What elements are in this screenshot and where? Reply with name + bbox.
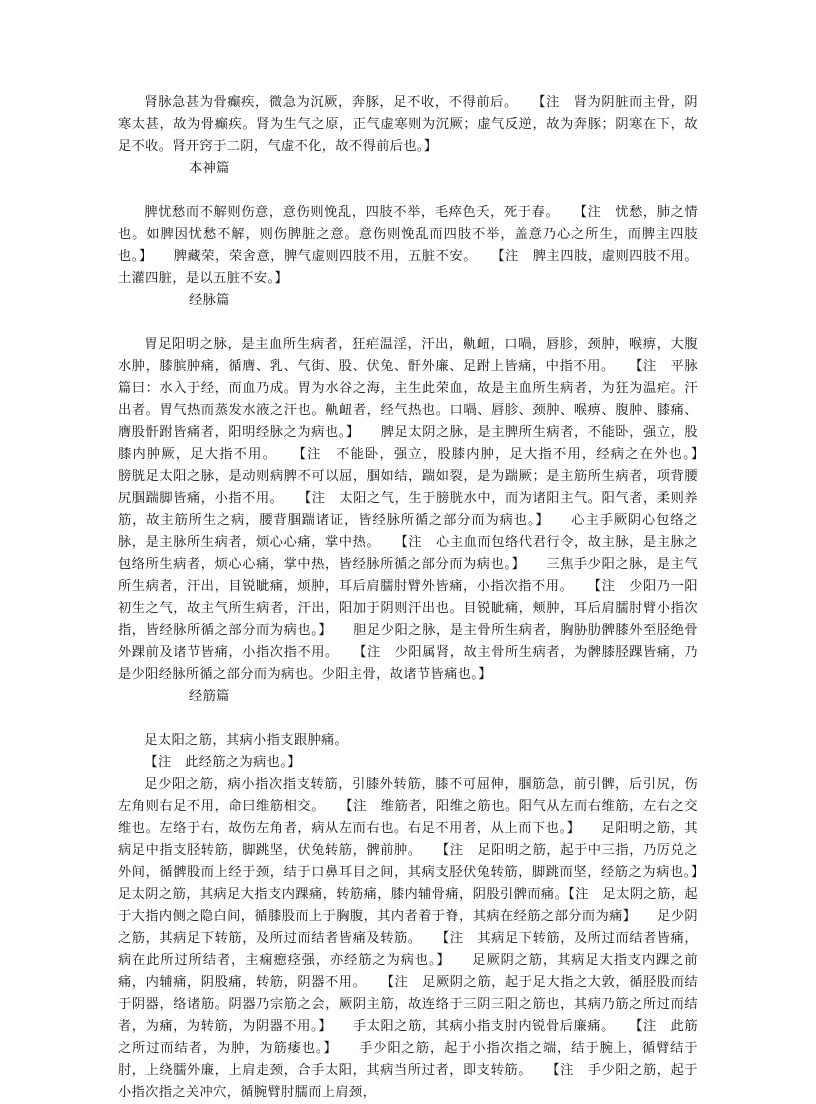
paragraph-spleen-worry: 脾忧愁而不解则伤意，意伤则悗乱，四肢不举，毛瘁色夭，死于春。 【注 忧愁，肺之情也。如脾因忧愁不解，则伤脾脏之意。意伤则悗乱而四肢不举，盖意乃心之所生，而脾主四肢也。】 脾藏荣，荣舍意，脾气虚则四肢不用，五脏不安。 【注 脾主四肢，虚则四肢不用。土灌四脏，是以五脏不安。】 [118,205,698,286]
section-heading-jingmai: 经脉篇 [189,293,230,308]
document-page [118,92,726,1104]
section-heading-benshen: 本神篇 [189,161,230,176]
paragraph-sinew-note: 【注 此经筋之为病也。】 [144,755,301,770]
spacer [118,180,698,202]
paragraph-kidney-pulse: 肾脉急甚为骨癫疾，微急为沉厥，奔豚，足不收，不得前后。 【注 肾为阴脏而主骨，阴寒太甚，故为骨癫疾。肾为生气之原，正气虚寒则为沉厥；虚气反逆，故为奔豚；阴寒在下，故足不收。肾开窍于二阴，气虚不化，故不得前后也。】 [118,95,698,154]
spacer [118,312,698,334]
spacer [118,708,698,730]
section-heading-jingjin: 经筋篇 [189,689,230,704]
paragraph-sinew-diseases: 足少阳之筋，病小指次指支转筋，引膝外转筋，膝不可屈伸，腘筋急，前引髀，后引尻，伤左角则右足不用，命曰维筋相交。 【注 维筋者，阳维之筋也。阳气从左而右维筋，左右之交维也。左络于右，故伤左角者，病从左而右也。右足不用者，从上而下也。】 足阳明之筋，其病足中指支胫转筋，脚跳坚，伏兔转筋，髀前肿。 【注 足阳明之筋，起于中三指，乃厉兑之外间，循髀股而上经于颈，结于口鼻耳目之间，其病支胫伏兔转筋，脚跳而坚，经筋之为病也。】 足太阴之筋，其病足大指支内踝痛，转筋痛，膝内辅骨痛，阴股引髀而痛。【注 足太阴之筋，起于大指内侧之隐白间，循膝股而上于胸腹，其内者着于脊，其病在经筋之部分而为痛】 足少阴之筋，其病足下转筋，及所过而结者皆痛及转筋。 【注 其病足下转筋，及所过而结者皆痛，病在此所过所结者，主痫瘛痉强，亦经筋之为病也。】 足厥阴之筋，其病足大指支内踝之前痛，内辅痛，阴股痛，转筋，阴器不用。 【注 足厥阴之筋，起于足大指之大敦，循胫股而结于阴器，络诸筋。阴器乃宗筋之会，厥阴主筋，故连络于三阴三阳之筋也，其病乃筋之所过而结者，为痛，为转筋，为阴器不用。】 手太阳之筋，其病小指支肘内锐骨后廉痛。 【注 此筋之所过而结者，为肿，为筋痿也。】 手少阳之筋，起于小指次指之端，结于腕上，循臂结于肘，上绕臑外廉，上肩走颈，合手太阳，其病当所过者，即支转筋。 【注 手少阳之筋，起于小指次指之关冲穴，循腕臂肘臑而上肩颈， [118,777,726,1100]
paragraph-taiyang-sinew: 足太阳之筋，其病小指支跟肿痛。 [144,733,349,748]
paragraph-meridian-diseases: 胃足阳明之脉，是主血所生病者，狂疟温淫，汗出，鼽衄，口喎，唇胗，颈肿，喉痹，大腹水肿，膝膑肿痛，循膺、乳、气街、股、伏兔、骭外廉、足跗上皆痛，中指不用。 【注 平脉篇曰：水入于经，而血乃成。胃为水谷之海，主生此荣血，故是主血所生病者，为狂为温疟。汗出者。胃气热而蒸发水液之汗也。鼽衄者，经气热也。口喎、唇胗、颈肿、喉痹、腹肿、膝痛、膺股骭跗皆痛者，阳明经脉之为病也。】 脾足太阴之脉，是主脾所生病者，不能卧，强立，股膝内肿厥，足大指不用。 【注 不能卧，强立，股膝内肿，足大指不用，经病之在外也。】 膀胱足太阳之脉，是动则病脾不可以屈，腘如结，踹如裂，是为踹厥；是主筋所生病者，项背腰尻腘踹脚皆痛，小指不用。 【注 太阳之气，生于膀胱水中，而为诸阳主气。阳气者，柔则养筋，故主筋所生之病，腰背腘踹诸证，皆经脉所循之部分而为病也。】 心主手厥阴心包络之脉，是主脉所生病者，烦心心痛，掌中热。 【注 心主血而包络代君行令，故主脉，是主脉之包络所生病者，烦心心痛，掌中热，皆经脉所循之部分而为病也。】 三焦手少阳之脉，是主气所生病者，汗出，目锐眦痛，烦肿，耳后肩臑肘臂外皆痛，小指次指不用。 【注 少阳乃一阳初生之气，故主气所生病者，汗出，阳加于阴则汗出也。目锐眦痛，颊肿，耳后肩臑肘臂小指次指，皆经脉所循之部分而为病也。】 胆足少阳之脉，是主骨所生病者，胸胁肋髀膝外至胫绝骨外踝前及诸节皆痛，小指次指不用。 【注 少阳属肾，故主骨所生病者，为髀膝胫踝皆痛，乃是少阳经脉所循之部分而为病也。少阳主骨，故诸节皆痛也。】 [118,337,726,682]
